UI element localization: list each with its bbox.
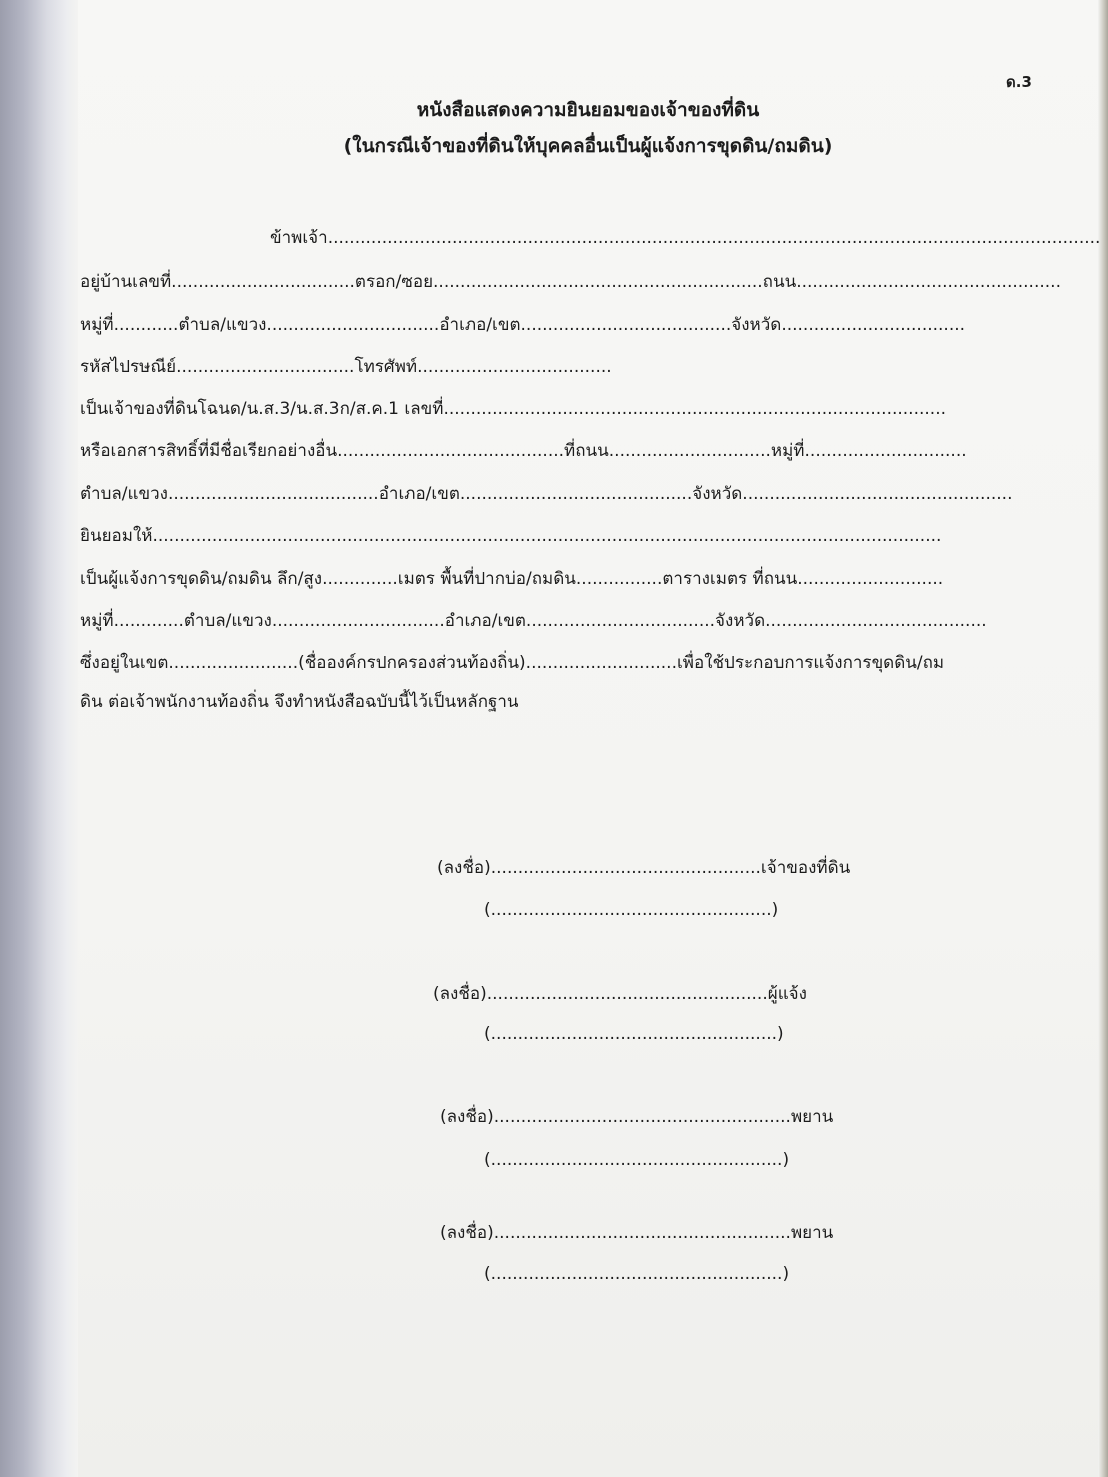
form-line-location: ตำบล/แขวง.......................................อำเภอ/เขต...........................................จังหวัด.................................................. xyxy=(80,484,1013,504)
document-page xyxy=(78,0,1101,1477)
form-line-site-location: หมู่ที่.............ตำบล/แขวง................................อำเภอ/เขต...................................จังหวัด......................................... xyxy=(80,611,987,631)
printed-name-landowner: (....................................................) xyxy=(484,900,779,920)
signature-witness-2: (ลงชื่อ).......................................................พยาน xyxy=(440,1223,834,1243)
form-line-jurisdiction: ซึ่งอยู่ในเขต........................(ชื่อองค์กรปกครองส่วนท้องถิ่น)............................เพื่อใช้ประกอบการแจ้งการขุดดิน/ถม xyxy=(80,653,945,673)
form-line-address: อยู่บ้านเลขที่..................................ตรอก/ซอย.............................................................ถนน................................................. xyxy=(80,272,1061,292)
printed-name-witness-2: (......................................................) xyxy=(484,1264,790,1284)
form-line-other-document: หรือเอกสารสิทธิ์ที่มีชื่อเรียกอย่างอื่น..........................................ที่ถนน..............................หมู่ที่.............................. xyxy=(80,441,967,461)
signature-notifier: (ลงชื่อ)....................................................ผู้แจ้ง xyxy=(433,984,807,1004)
form-line-excavation: เป็นผู้แจ้งการขุดดิน/ถมดิน ลึก/สูง..............เมตร พื้นที่ปากบ่อ/ถมดิน................ตารางเมตร ที่ถนน........................... xyxy=(80,569,944,589)
printed-name-witness-1: (......................................................) xyxy=(484,1150,790,1170)
document-title: หนังสือแสดงความยินยอมของเจ้าของที่ดิน xyxy=(416,99,760,121)
book-binding-shadow xyxy=(0,0,78,1477)
signature-witness-1: (ลงชื่อ).......................................................พยาน xyxy=(440,1107,834,1127)
form-line-deed: เป็นเจ้าของที่ดินโฉนด/น.ส.3/น.ส.3ก/ส.ค.1 เลขที่............................................................................................. xyxy=(80,399,947,419)
form-line-subdistrict: หมู่ที่............ตำบล/แขวง................................อำเภอ/เขต.......................................จังหวัด.................................. xyxy=(80,315,966,335)
page-edge-shadow xyxy=(1098,0,1108,1477)
form-line-name: ข้าพเจ้า............................................................................................................................................... xyxy=(270,228,1101,248)
signature-landowner: (ลงชื่อ)..................................................เจ้าของที่ดิน xyxy=(437,858,851,878)
form-line-consent-to: ยินยอมให้.................................................................................................................................................. xyxy=(80,526,942,546)
printed-name-notifier: (.....................................................) xyxy=(484,1024,784,1044)
document-subtitle: (ในกรณีเจ้าของที่ดินให้บุคคลอื่นเป็นผู้แจ้งการขุดดิน/ถมดิน) xyxy=(343,135,833,157)
form-line-closing: ดิน ต่อเจ้าพนักงานท้องถิ่น จึงทำหนังสือฉบับนี้ไว้เป็นหลักฐาน xyxy=(80,692,519,712)
form-line-postcode: รหัสไปรษณีย์.................................โทรศัพท์.................................... xyxy=(80,357,612,377)
form-code: ด.3 xyxy=(1006,73,1032,91)
